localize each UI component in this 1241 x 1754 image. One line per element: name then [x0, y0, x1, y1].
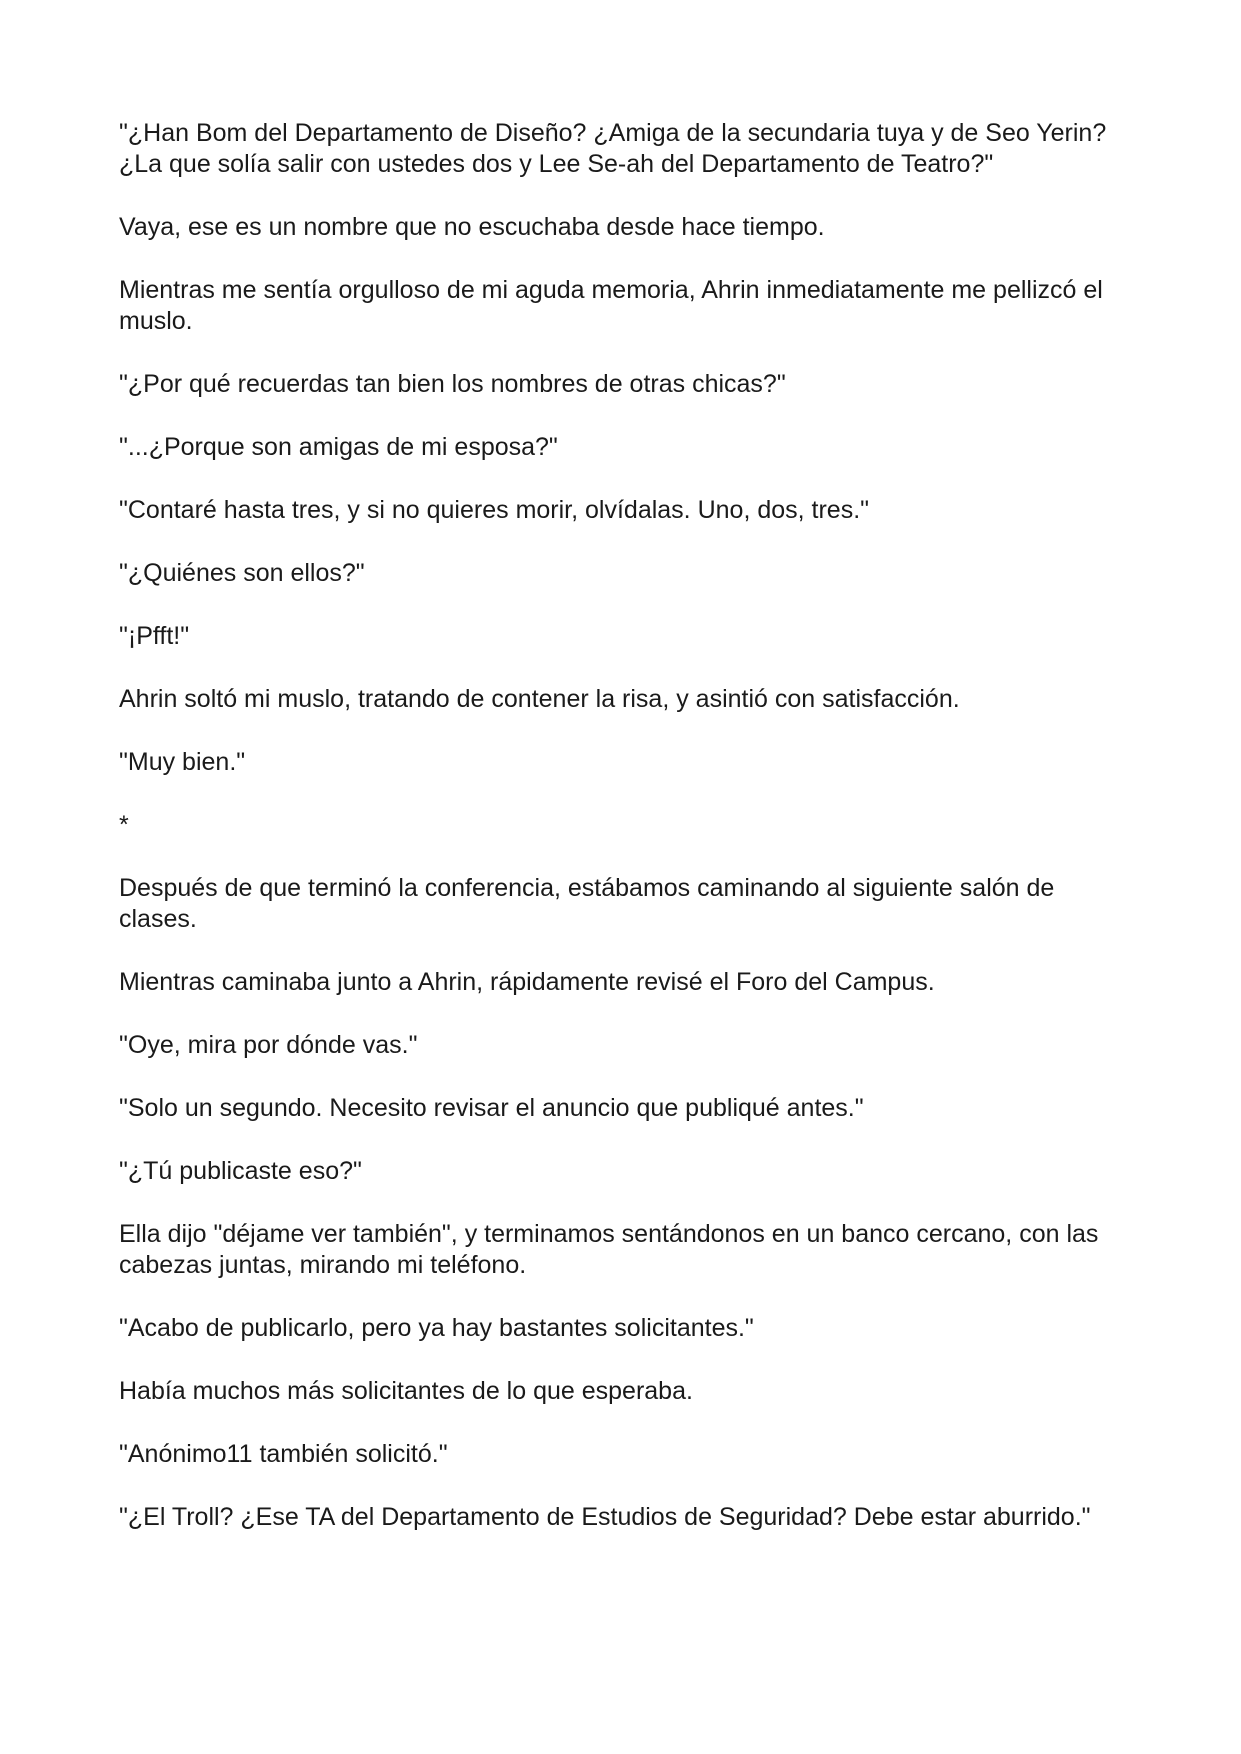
paragraph: "Muy bien." — [119, 748, 246, 776]
paragraph: "Anónimo11 también solicitó." — [119, 1440, 448, 1468]
scene-break: * — [119, 811, 129, 839]
paragraph: "...¿Porque son amigas de mi esposa?" — [119, 433, 558, 461]
paragraph: "Contaré hasta tres, y si no quieres morir, olvídalas. Uno, dos, tres." — [119, 496, 870, 524]
paragraph: "¿Han Bom del Departamento de Diseño? ¿Amiga de la secundaria tuya y de Seo Yerin? ¿La que solía salir con ustedes dos y Lee Se-ah del Departamento de Teatro?" — [119, 119, 1107, 178]
paragraph: "¡Pfft!" — [119, 622, 190, 650]
paragraph: "Acabo de publicarlo, pero ya hay bastantes solicitantes." — [119, 1314, 754, 1342]
paragraph: "¿Tú publicaste eso?" — [119, 1157, 362, 1185]
paragraph: "¿El Troll? ¿Ese TA del Departamento de Estudios de Seguridad? Debe estar aburrido." — [119, 1503, 1091, 1531]
paragraph: "Oye, mira por dónde vas." — [119, 1031, 418, 1059]
paragraph: Después de que terminó la conferencia, estábamos caminando al siguiente salón de clases. — [119, 874, 1055, 933]
paragraph: Mientras me sentía orgulloso de mi aguda memoria, Ahrin inmediatamente me pellizcó el muslo. — [119, 276, 1103, 335]
paragraph: Ella dijo "déjame ver también", y terminamos sentándonos en un banco cercano, con las cabezas juntas, mirando mi teléfono. — [119, 1220, 1099, 1279]
paragraph: Había muchos más solicitantes de lo que esperaba. — [119, 1377, 693, 1405]
paragraph: "¿Por qué recuerdas tan bien los nombres de otras chicas?" — [119, 370, 786, 398]
paragraph: Mientras caminaba junto a Ahrin, rápidamente revisé el Foro del Campus. — [119, 968, 935, 996]
document-body — [119, 118, 1129, 1565]
paragraph: Vaya, ese es un nombre que no escuchaba desde hace tiempo. — [119, 213, 825, 241]
paragraph: "Solo un segundo. Necesito revisar el anuncio que publiqué antes." — [119, 1094, 864, 1122]
paragraph: "¿Quiénes son ellos?" — [119, 559, 365, 587]
paragraph: Ahrin soltó mi muslo, tratando de contener la risa, y asintió con satisfacción. — [119, 685, 960, 713]
